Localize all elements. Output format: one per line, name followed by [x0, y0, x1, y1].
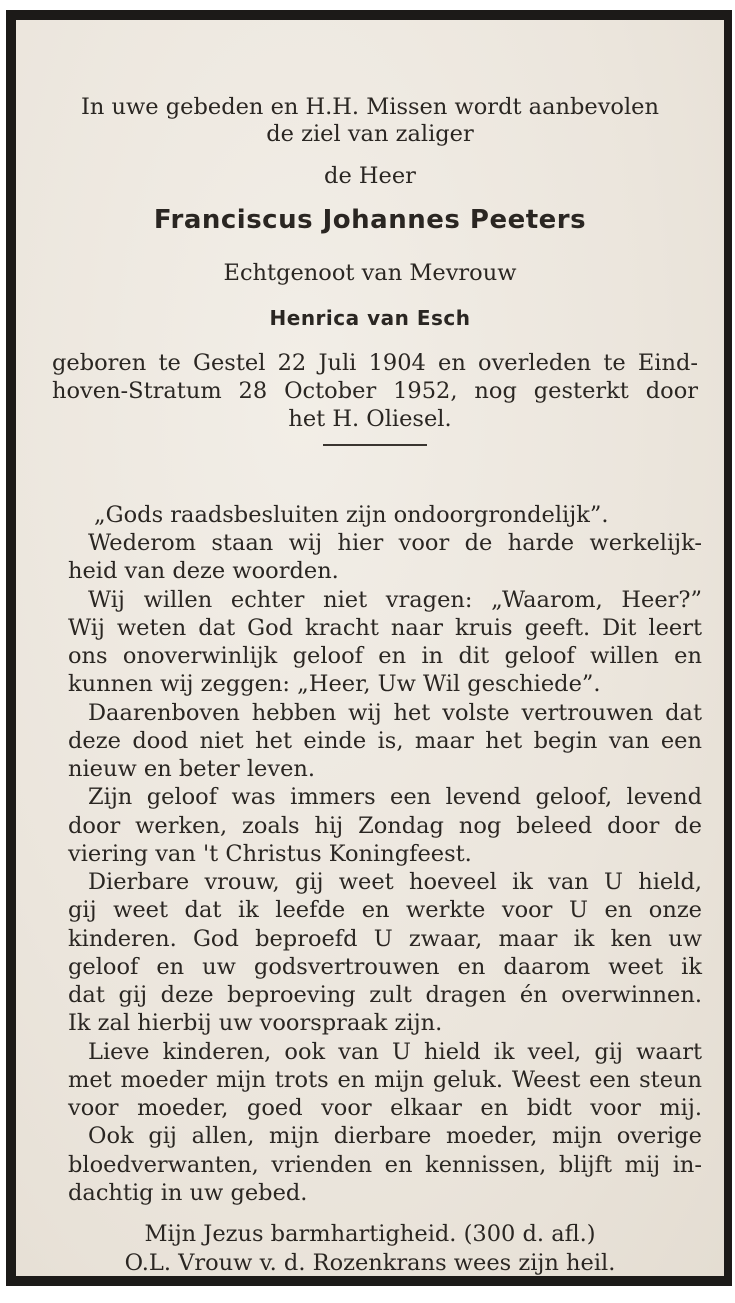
text-line: dat gij deze beproeving zult dragen én overwinnen. — [68, 982, 702, 1008]
divider-rule — [323, 444, 427, 446]
text-line: Wederom staan wij hier voor de harde werkelijk- — [88, 530, 702, 556]
intro-line-1: In uwe gebeden en H.H. Missen wordt aanbevolen — [81, 94, 659, 120]
text-line: kunnen wij zeggen: „Heer, Uw Wil geschiede”. — [68, 671, 601, 697]
life-line: het H. Oliesel. — [288, 406, 452, 432]
spouse-name: Henrica van Esch — [269, 306, 471, 330]
spouse-intro: Echtgenoot van Mevrouw — [223, 260, 517, 286]
honorific: de Heer — [324, 163, 416, 189]
text-line: dachtig in uw gebed. — [68, 1180, 308, 1206]
text-line: voor moeder, goed voor elkaar en bidt voor mij. — [68, 1095, 702, 1121]
text-line: Wij weten dat God kracht naar kruis geeft. Dit leert — [68, 615, 702, 641]
text-line: viering van 't Christus Koningfeest. — [68, 841, 472, 867]
text-line: Dierbare vrouw, gij weet hoeveel ik van U hield, — [88, 869, 702, 895]
prayer-line-2: O.L. Vrouw v. d. Rozenkrans wees zijn heil. — [124, 1250, 616, 1276]
text-line: bloedverwanten, vrienden en kennissen, blijft mij in- — [68, 1152, 702, 1178]
text-line: Zijn geloof was immers een levend geloof, levend — [88, 784, 702, 810]
text-line: heid van deze woorden. — [68, 558, 339, 584]
text-line: Ook gij allen, mijn dierbare moeder, mijn overige — [88, 1123, 702, 1149]
text-line: deze dood niet het einde is, maar het begin van een — [68, 728, 702, 754]
text-line: geloof en uw godsvertrouwen en daarom weet ik — [68, 954, 702, 980]
intro-line-2: de ziel van zaliger — [266, 121, 474, 147]
text-line: Wij willen echter niet vragen: „Waarom, Heer?” — [88, 587, 702, 613]
prayer-line-1: Mijn Jezus barmhartigheid. (300 d. afl.) — [144, 1221, 596, 1247]
text-line: kinderen. God beproefd U zwaar, maar ik ken uw — [68, 926, 702, 952]
text-line: nieuw en beter leven. — [68, 756, 316, 782]
text-line: Daarenboven hebben wij het volste vertrouwen dat — [88, 700, 702, 726]
text-line: met moeder mijn trots en mijn geluk. Weest een steun — [68, 1067, 702, 1093]
text-line: door werken, zoals hij Zondag nog beleed door de — [68, 813, 702, 839]
deceased-name: Franciscus Johannes Peeters — [153, 205, 587, 235]
text-line: Ik zal hierbij uw voorspraak zijn. — [68, 1010, 443, 1036]
text-line: gij weet dat ik leefde en werkte voor U en onze — [68, 897, 702, 923]
life-line: hoven-Stratum 28 October 1952, nog gesterkt door — [52, 378, 698, 404]
life-line: geboren te Gestel 22 Juli 1904 en overleden te Eind- — [52, 350, 698, 376]
text-line: „Gods raadsbesluiten zijn ondoorgrondelijk”. — [94, 502, 609, 528]
text-line: Lieve kinderen, ook van U hield ik veel, gij waart — [88, 1039, 702, 1065]
memorial-card — [6, 10, 732, 1286]
card-paper — [16, 20, 724, 1276]
text-line: ons onoverwinlijk geloof en in dit geloof willen en — [68, 643, 702, 669]
